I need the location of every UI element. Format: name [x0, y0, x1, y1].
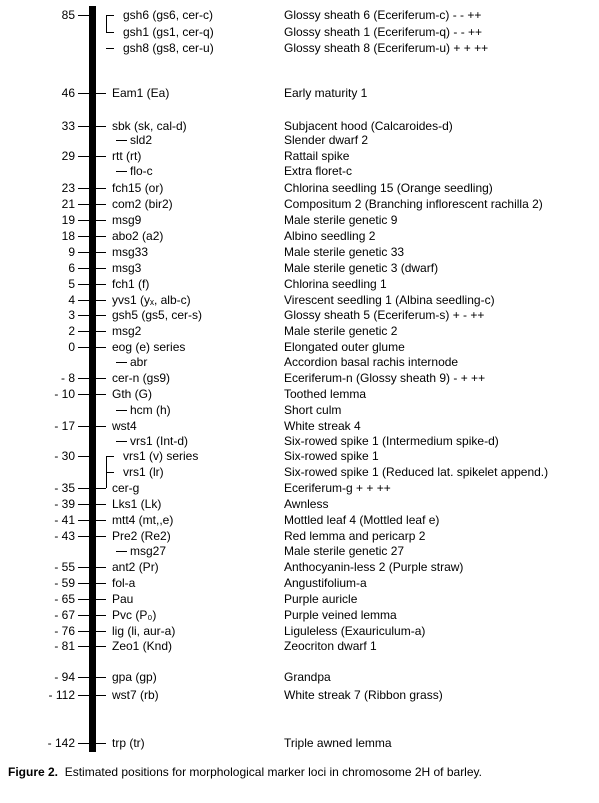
position-tick — [78, 93, 106, 94]
position-tick — [78, 268, 106, 269]
position-tick — [78, 677, 106, 678]
bracket-line — [106, 456, 107, 488]
locus-symbol: abo2 (a2) — [112, 229, 164, 243]
locus-description: Awnless — [284, 497, 329, 511]
position-tick — [78, 695, 106, 696]
locus-description: Male sterile genetic 9 — [284, 213, 398, 227]
locus-description: Triple awned lemma — [284, 736, 392, 750]
locus-row — [0, 7, 599, 23]
locus-symbol: sld2 — [130, 133, 153, 147]
locus-symbol: com2 (bir2) — [112, 197, 173, 211]
locus-symbol: gsh5 (gs5, cer-s) — [112, 308, 203, 322]
locus-row — [0, 307, 599, 323]
locus-description: Purple veined lemma — [284, 608, 397, 622]
locus-row — [0, 339, 599, 355]
locus-symbol: rtt (rt) — [112, 149, 142, 163]
bracket-tick — [106, 15, 114, 16]
locus-symbol: vrs1 (lr) — [123, 465, 164, 479]
locus-position: - 94 — [54, 670, 75, 684]
position-tick — [78, 536, 106, 537]
locus-description: Albino seedling 2 — [284, 229, 376, 243]
locus-row — [0, 212, 599, 228]
locus-description: Purple auricle — [284, 592, 358, 606]
locus-row — [0, 244, 599, 260]
locus-description: White streak 7 (Ribbon grass) — [284, 688, 443, 702]
locus-symbol: Eam1 (Ea) — [112, 86, 170, 100]
locus-position: - 59 — [54, 576, 75, 590]
locus-symbol: msg27 — [130, 544, 167, 558]
locus-position: - 8 — [60, 371, 75, 385]
figure-caption — [8, 765, 568, 780]
locus-description: Anthocyanin-less 2 (Purple straw) — [284, 560, 464, 574]
locus-symbol: Gth (G) — [112, 387, 153, 401]
position-tick — [78, 631, 106, 632]
bracket-tick — [106, 472, 114, 473]
bracket-line — [106, 15, 107, 33]
locus-position: 4 — [68, 293, 75, 307]
locus-symbol: Pau — [112, 592, 134, 606]
locus-description: Elongated outer glume — [284, 340, 405, 354]
locus-row — [0, 323, 599, 339]
position-tick — [78, 646, 106, 647]
locus-symbol: Pre2 (Re2) — [112, 529, 171, 543]
locus-row — [0, 528, 599, 544]
locus-row — [0, 260, 599, 276]
locus-symbol: gsh6 (gs6, cer-c) — [123, 8, 214, 22]
locus-symbol: abr — [130, 355, 148, 369]
indent-dash — [116, 410, 127, 411]
position-tick — [78, 394, 106, 395]
locus-symbol: vrs1 (Int-d) — [130, 434, 189, 448]
locus-description: Chlorina seedling 15 (Orange seedling) — [284, 181, 493, 195]
locus-row — [0, 591, 599, 607]
locus-symbol: wst7 (rb) — [112, 688, 159, 702]
bracket-tick — [106, 32, 114, 33]
locus-row — [0, 512, 599, 528]
locus-symbol: wst4 — [112, 419, 137, 433]
locus-row — [0, 448, 599, 464]
position-tick — [78, 126, 106, 127]
locus-description: Glossy sheath 6 (Eceriferum-c) - - ++ — [284, 8, 482, 22]
locus-position: 19 — [61, 213, 75, 227]
locus-description: Glossy sheath 5 (Eceriferum-s) + - ++ — [284, 308, 485, 322]
position-tick — [78, 583, 106, 584]
locus-position: - 65 — [54, 592, 75, 606]
locus-description: Mottled leaf 4 (Mottled leaf e) — [284, 513, 440, 527]
locus-position: 18 — [61, 229, 75, 243]
locus-row — [0, 433, 599, 449]
locus-symbol: hcm (h) — [130, 403, 171, 417]
locus-position: - 81 — [54, 639, 75, 653]
locus-description: Grandpa — [284, 670, 331, 684]
locus-row — [0, 559, 599, 575]
locus-description: Male sterile genetic 2 — [284, 324, 398, 338]
indent-dash — [116, 140, 127, 141]
locus-position: 46 — [61, 86, 75, 100]
locus-row — [0, 148, 599, 164]
position-tick — [78, 615, 106, 616]
locus-position: 29 — [61, 149, 75, 163]
locus-symbol: eog (e) series — [112, 340, 186, 354]
locus-row — [0, 687, 599, 703]
locus-row — [0, 163, 599, 179]
locus-symbol: Lks1 (Lk) — [112, 497, 162, 511]
position-tick — [78, 520, 106, 521]
locus-position: - 67 — [54, 608, 75, 622]
indent-dash — [116, 362, 127, 363]
indent-dash — [116, 551, 127, 552]
locus-row — [0, 735, 599, 751]
locus-position: - 35 — [54, 481, 75, 495]
locus-description: Chlorina seedling 1 — [284, 277, 387, 291]
locus-row — [0, 623, 599, 639]
locus-position: 21 — [61, 197, 75, 211]
locus-position: 33 — [61, 119, 75, 133]
locus-symbol: flo-c — [130, 164, 153, 178]
locus-position: 3 — [68, 308, 75, 322]
locus-row — [0, 418, 599, 434]
locus-position: 6 — [68, 261, 75, 275]
locus-row — [0, 402, 599, 418]
locus-symbol: gsh1 (gs1, cer-q) — [123, 25, 214, 39]
position-tick — [78, 252, 106, 253]
indent-dash — [116, 441, 127, 442]
locus-symbol: msg2 — [112, 324, 142, 338]
locus-row — [0, 464, 599, 480]
locus-description: Male sterile genetic 33 — [284, 245, 405, 259]
caption-label: Figure 2. — [8, 765, 59, 779]
locus-symbol: fch1 (f) — [112, 277, 150, 291]
position-tick — [78, 236, 106, 237]
bracket-tick — [106, 456, 114, 457]
locus-row — [0, 292, 599, 308]
locus-position: - 10 — [54, 387, 75, 401]
caption-text: Estimated positions for morphological marker loci in chromosome 2H of barley. — [64, 765, 482, 779]
locus-row — [0, 180, 599, 196]
position-tick — [78, 426, 106, 427]
locus-description: Virescent seedling 1 (Albina seedling-c) — [284, 293, 495, 307]
locus-row — [0, 196, 599, 212]
locus-position: - 41 — [54, 513, 75, 527]
locus-row — [0, 24, 599, 40]
locus-position: - 55 — [54, 560, 75, 574]
locus-description: White streak 4 — [284, 419, 361, 433]
locus-position: 0 — [68, 340, 75, 354]
locus-description: Compositum 2 (Branching inflorescent rachilla 2) — [284, 197, 543, 211]
locus-description: Six-rowed spike 1 — [284, 449, 379, 463]
locus-description: Toothed lemma — [284, 387, 367, 401]
position-tick — [78, 456, 95, 457]
locus-row — [0, 386, 599, 402]
locus-row — [0, 370, 599, 386]
locus-row — [0, 669, 599, 685]
locus-position: - 17 — [54, 419, 75, 433]
position-tick — [78, 504, 106, 505]
position-tick — [78, 488, 106, 489]
locus-description: Six-rowed spike 1 (Intermedium spike-d) — [284, 434, 499, 448]
indent-dash — [116, 171, 127, 172]
locus-description: Slender dwarf 2 — [284, 133, 369, 147]
locus-row — [0, 354, 599, 370]
locus-row — [0, 85, 599, 101]
position-tick — [78, 378, 106, 379]
locus-description: Short culm — [284, 403, 342, 417]
locus-row — [0, 132, 599, 148]
position-tick — [78, 315, 106, 316]
locus-row — [0, 276, 599, 292]
locus-symbol: vrs1 (v) series — [123, 449, 199, 463]
locus-position: 85 — [61, 8, 75, 22]
locus-symbol: ant2 (Pr) — [112, 560, 159, 574]
locus-symbol: lig (li, aur-a) — [112, 624, 176, 638]
locus-description: Zeocriton dwarf 1 — [284, 639, 377, 653]
locus-row — [0, 543, 599, 559]
locus-position: 9 — [68, 245, 75, 259]
locus-description: Accordion basal rachis internode — [284, 355, 459, 369]
locus-row — [0, 480, 599, 496]
locus-row — [0, 607, 599, 623]
locus-symbol: cer-g — [112, 481, 140, 495]
position-tick — [78, 599, 106, 600]
locus-description: Eceriferum-n (Glossy sheath 9) - + ++ — [284, 371, 486, 385]
locus-description: Male sterile genetic 3 (dwarf) — [284, 261, 439, 275]
position-tick — [78, 347, 106, 348]
locus-position: - 43 — [54, 529, 75, 543]
locus-description: Glossy sheath 1 (Eceriferum-q) - - ++ — [284, 25, 483, 39]
locus-symbol: trp (tr) — [112, 736, 145, 750]
locus-symbol: Pvc (P₀) — [112, 608, 157, 622]
position-tick — [78, 331, 106, 332]
locus-description: Early maturity 1 — [284, 86, 368, 100]
locus-symbol: sbk (sk, cal-d) — [112, 119, 187, 133]
bracket-tick — [106, 48, 114, 49]
locus-row — [0, 40, 599, 56]
position-tick — [78, 284, 106, 285]
position-tick — [78, 300, 106, 301]
locus-description: Red lemma and pericarp 2 — [284, 529, 426, 543]
locus-description: Male sterile genetic 27 — [284, 544, 405, 558]
locus-symbol: msg3 — [112, 261, 142, 275]
locus-description: Six-rowed spike 1 (Reduced lat. spikelet append.) — [284, 465, 549, 479]
locus-position: - 76 — [54, 624, 75, 638]
locus-row — [0, 496, 599, 512]
locus-description: Angustifolium-a — [284, 576, 367, 590]
locus-symbol: gpa (gp) — [112, 670, 157, 684]
locus-row — [0, 638, 599, 654]
locus-symbol: fol-a — [112, 576, 136, 590]
locus-description: Liguleless (Exauriculum-a) — [284, 624, 426, 638]
locus-description: Subjacent hood (Calcaroides-d) — [284, 119, 453, 133]
locus-position: - 39 — [54, 497, 75, 511]
locus-description: Extra floret-c — [284, 164, 353, 178]
locus-position: - 112 — [48, 688, 75, 702]
locus-symbol: Zeo1 (Knd) — [112, 639, 173, 653]
locus-row — [0, 575, 599, 591]
position-tick — [78, 220, 106, 221]
position-tick — [78, 15, 95, 16]
locus-symbol: msg33 — [112, 245, 149, 259]
locus-symbol: msg9 — [112, 213, 142, 227]
locus-description: Glossy sheath 8 (Eceriferum-u) + + ++ — [284, 41, 489, 55]
locus-position: - 30 — [54, 449, 75, 463]
locus-position: 2 — [68, 324, 75, 338]
locus-symbol: fch15 (or) — [112, 181, 164, 195]
locus-symbol: cer-n (gs9) — [112, 371, 171, 385]
position-tick — [78, 743, 106, 744]
position-tick — [78, 567, 106, 568]
locus-position: - 142 — [47, 736, 75, 750]
position-tick — [78, 188, 106, 189]
locus-position: 5 — [68, 277, 75, 291]
position-tick — [78, 156, 106, 157]
locus-description: Eceriferum-g + + ++ — [284, 481, 391, 495]
position-tick — [78, 204, 106, 205]
locus-row — [0, 228, 599, 244]
locus-symbol: yvs1 (yₓ, alb-c) — [112, 293, 191, 307]
locus-description: Rattail spike — [284, 149, 350, 163]
locus-symbol: gsh8 (gs8, cer-u) — [123, 41, 214, 55]
locus-symbol: mtt4 (mt,,e) — [112, 513, 174, 527]
locus-position: 23 — [61, 181, 75, 195]
